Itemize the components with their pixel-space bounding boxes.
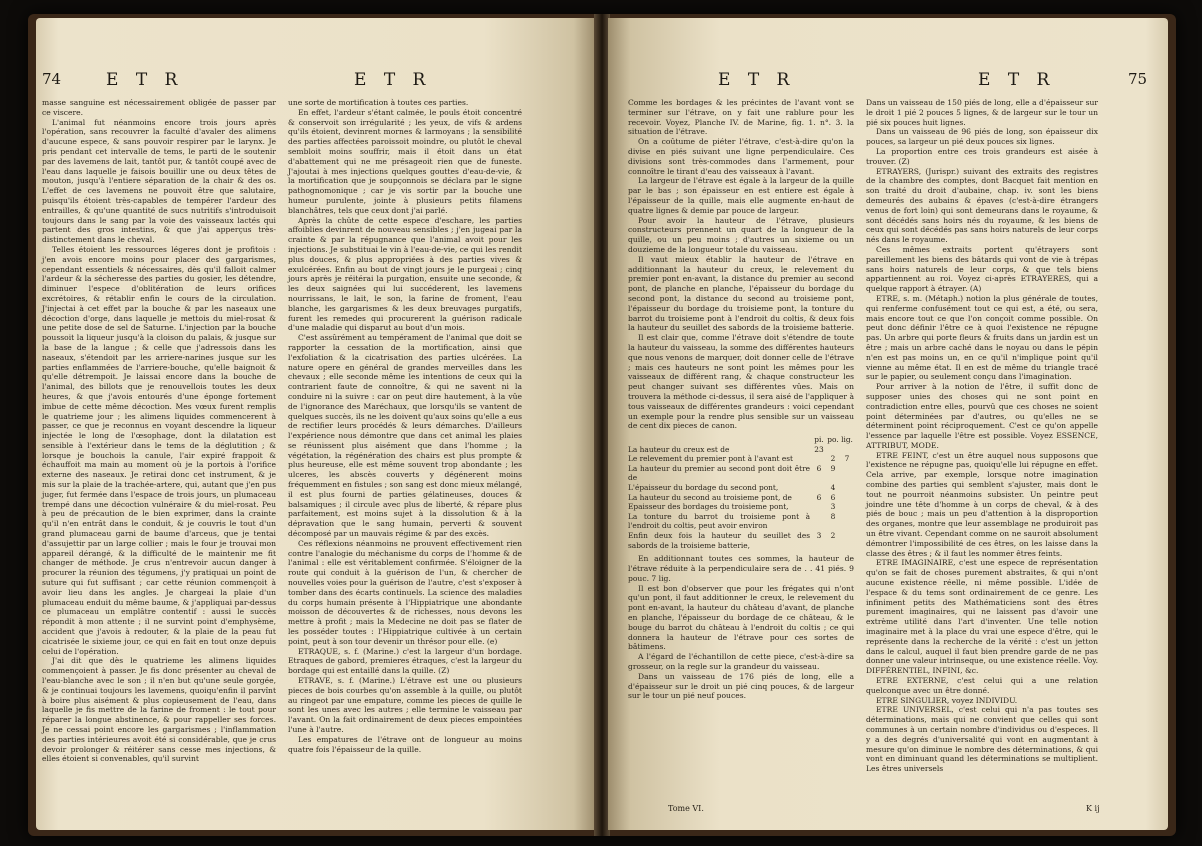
table-cell xyxy=(840,445,854,455)
entry-etre-imaginaire: ETRE IMAGINAIRE, c'est une espece de représentation qu'on se fait de choses purement abstraites, & qui n'ont aucune existence réelle, ni même possible. L'idée de l'espace & du tems sont ordinairement de ce genre. Les infiniment petits des Mathématiciens sont des êtres purement imaginaires, qui ne laissent pas d'avoir une extrème utilité dans l'art d'inventer. Une telle notion imaginaire met à la place du vrai une espece d'être, qui le représente dans la recherche de la vérité : c'est un jetton dans le calcul, auquel il faut bien prendre garde de ne pas donner une valeur intrinseque, ou une existence réelle. Voy. DIFFÉRENTIEL, INFINI, &c. xyxy=(866,558,1098,676)
paragraph: Ces mêmes extraits portent qu'étrayers sont pareillement les biens des bâtards qui vont de vie à trépas sans hoirs naturels de leur corps, & que tels biens appartiennent au roi. Voyez ci-après ETRAYERES, qui a quelque rapport à étrayer. (A) xyxy=(866,244,1098,294)
table-cell: 7 xyxy=(844,454,850,464)
left-column-2 xyxy=(288,98,522,754)
table-cell: La hauteur du premier au second pont doit être de xyxy=(628,463,810,483)
running-head: E T R xyxy=(978,70,1056,90)
table-cell: La hauteur du second au troisieme pont, de xyxy=(628,492,792,502)
paragraph: Dans un vaisseau de 96 piés de long, son épaisseur dix pouces, sa largeur un pié deux pouces six lignes. xyxy=(866,127,1098,147)
table-row xyxy=(628,502,854,512)
table-header-row xyxy=(628,435,854,445)
table-cell: 6 xyxy=(816,463,822,473)
paragraph: Les empatures de l'étrave ont de longueur au moins quatre fois l'épaisseur de la quille. xyxy=(288,734,522,754)
paragraph: Telles étoient les ressources légeres dont je profitois : j'en avois encore moins pour placer des gargarismes, cependant essentiels & nécessaires, dès qu'il falloit calmer l'ardeur & la sécheresse des parties du gosier, les détendre, diminuer l'espece d'oblitération de leurs orifices excrétoires, & rétablir enfin le cours de la circulation. J'injectai à cet effet par la bouche & par les naseaux une décoction d'orge, dans laquelle je mettois du miel-rosat & une petite dose de sel de Saturne. L'injection par la bouche poussoit la liqueur jusqu'à la cloison du palais, & jusque sur la base de la langue ; & celle que j'adressois dans les naseaux, s'étendoit par les arriere-narines jusque sur les parties enflammées de l'arriere-bouche, qu'elle baignoit & qu'elle détrempoit. Je laissai encore dans la bouche de l'animal, des billots que je renouvellois toutes les deux heures, & que j'avois entourés d'une éponge fortement imbue de cette même décoction. Mes vœux furent remplis le quatrieme jour ; les alimens liquides commencerent à passer, ce que je reconnus en voyant descendre la liqueur injectée le long de l'œsophage, dont la dilatation est sensible à l'extérieur dans le tems de la déglutition ; & lorsque je bouchois la canule, l'air expiré frappoit & échauffoit ma main au moment où je la portois à l'orifice externe des naseaux. Je retirai donc cet instrument, & je mis sur la plaie de la trachée-artere, qui, autant que j'en pus juger, fut fermée dans l'espace de trois jours, un plumaceau trempé dans une décoction vulnéraire & du miel-rosat. Peu à peu de précaution de le bien exprimer, dans la crainte qu'il n'en entrât dans le conduit, & je couvris le tout d'un grand plumaceau garni de baume d'arceus, que je tentai d'assujettir par un large collier ; mais le four je trouvai mon appareil dérangé, & la difficulté de le maintenir me fit changer de méthode. Je crus n'entrevoir aucun danger à procurer la réunion des tégumens, j'y pratiquai un point de suture qui fut suffisant ; car cette réunion commençoit à avoir lieu dans les angles. Je chargeai la plaie d'un plumaceau enduit du même baume, & j'appliquai par-dessus ce plumaceau un emplâtre contentif : aussi le succès répondit à mon attente ; il ne survint point d'emphysème, accident que j'avois à redouter, & la plaie de la peau fut cicatrisée le sixieme jour, ce qui en fait en tout onze depuis celui de l'opération. xyxy=(42,244,276,656)
table-row xyxy=(628,464,854,483)
table-cell xyxy=(812,483,826,493)
table-row xyxy=(628,512,854,531)
paragraph: Il est bon d'observer que pour les frégates qui n'ont qu'un pont, il faut additionner le creux, le relevement du pont en-avant, la hauteur du château d'avant, de planche en planche, l'épaisseur du bordage de ce château, & le bouge du barrot du château à l'endroit du coltis ; ce qui donnera la hauteur de l'étrave pour ces sortes de bâtimens. xyxy=(628,583,854,652)
measurement-table xyxy=(628,435,854,550)
table-cell: L'épaisseur du bordage du second pont, xyxy=(628,483,779,493)
paragraph: Comme les bordages & les précintes de l'avant vont se terminer sur l'étrave, on y fait une rablure pour les recevoir. Voyez, Planche IV. de Marine, fig. 1. n°. 3. la situation de l'étrave. xyxy=(628,98,854,137)
table-cell: 2 xyxy=(830,531,836,541)
table-cell xyxy=(628,435,812,445)
entry-etre: ETRE, s. m. (Métaph.) notion la plus générale de toutes, qui renferme confusément tout ce qui est, a été, ou sera, mais encore tout ce que l'on conçoit comme possible. On peut donc définir l'être ce à quoi l'existence ne répugne pas. Un arbre qui porte fleurs & fruits dans un jardin est un être ; mais un arbre caché dans le noyau ou dans le pépin n'en est pas moins un, en ce qu'il n'implique point qu'il vienne au même état. Il en est de même du triangle tracé sur le papier, ou seulement conçu dans l'imagination. xyxy=(866,293,1098,382)
paragraph: Ces réflexions néanmoins ne prouvent effectivement rien contre l'analogie du méchanisme du corps de l'homme & de l'animal : elle est véritablement confirmée. S'éloigner de la route qui conduit à la guérison de l'un, & chercher de nouvelles voies pour la guérison de l'autre, c'est s'exposer à tomber dans des écarts continuels. La science des maladies du corps humain présente à l'Hippiatrique une abondante moisson de découvertes & de richesses, nous devons les mettre à profit ; mais la Medecine ne doit pas se flater de les posséder toutes : l'Hippiatrique cultivée à un certain point, peut à son tour devenir un thrésor pour elle. (e) xyxy=(288,538,522,646)
page-number: 74 xyxy=(42,70,62,88)
right-column-1 xyxy=(628,98,854,701)
table-cell xyxy=(812,454,826,464)
gathering-signature: K ij xyxy=(1086,804,1100,813)
volume-signature: Tome VI. xyxy=(668,804,704,813)
entry-etre-feint: ETRE FEINT, c'est un être auquel nous supposons que l'existence ne répugne pas, quoiqu'elle lui répugne en effet. Cela arrive, par exemple, lorsque notre imagination combine des parties qui semblent s'ajuster, mais dont le tout ne pourroit néanmoins subsister. Un peintre peut joindre une tête d'homme à un corps de cheval, & à des piés de bouc ; mais un peu d'attention à la disproportion des organes, montre que leur assemblage ne produiroit pas un être vivant. Cependant comme on ne sauroit absolument démontrer l'impossibilité de ces êtres, on les laisse dans la classe des êtres ; & il faut les nommer êtres feints. xyxy=(866,450,1098,558)
table-cell: 8 xyxy=(830,511,836,521)
measure-total: En additionnant toutes ces sommes, la hauteur de l'étrave réduite à la perpendiculaire sera de . . 41 piés. 9 pouc. 7 lig. xyxy=(628,554,854,583)
table-row xyxy=(628,493,854,503)
right-column-2 xyxy=(866,98,1098,774)
table-cell: lig. xyxy=(841,435,853,445)
paragraph: Pour avoir la hauteur de l'étrave, plusieurs constructeurs prennent un quart de la longueur de la quille, ou un peu moins ; d'autres un sixieme ou un douzieme de la longueur totale du vaisseau. xyxy=(628,215,854,254)
running-head: E T R xyxy=(718,70,796,90)
table-cell: 2 xyxy=(830,454,836,464)
entry-etrayers: ETRAYERS, (Jurispr.) suivant des extraits des registres de la chambre des comptes, dont Bacquet fait mention en son traité du droit d'aubaine, chap. iv. sont les biens demeurés des aubains & épaves (c'est-à-dire étrangers venus de fort loin) qui sont demeurans dans le royaume, & sont décédés sans hoirs nés du royaume, & les biens de ceux qui sont décédés pas sans hoirs naturels de leur corps nés dans le royaume. xyxy=(866,166,1098,245)
table-cell xyxy=(812,502,826,512)
paragraph: Dans un vaisseau de 150 piés de long, elle a d'épaisseur sur le droit 1 pié 2 pouces 5 lignes, & de largeur sur le tour un pié six pouces huit lignes. xyxy=(866,98,1098,127)
page-number: 75 xyxy=(1128,70,1148,88)
table-cell xyxy=(812,512,826,531)
table-row xyxy=(628,454,854,464)
paragraph: masse sanguine est nécessairement obligée de passer par ce viscere. xyxy=(42,98,276,117)
table-cell: 3 xyxy=(816,531,822,541)
paragraph: Il vaut mieux établir la hauteur de l'étrave en additionnant la hauteur du creux, le relevement du premier pont en-avant, la distance du premier au second pont, de planche en planche, l'épaisseur du bordage du second pont, la distance du second au troisieme pont, l'épaisseur du bordage du troisieme pont, la tonture du barrot du troisieme pont à l'endroit du coltis, & deux fois la hauteur du seuillet des sabords de la troisieme batterie. xyxy=(628,254,854,333)
paragraph: On a coûtume de piéter l'étrave, c'est-à-dire qu'on la divise en piés suivant une ligne perpendiculaire. Ces divisions sont très-commodes dans l'armement, pour connoître le tirant d'eau des vaisseaux à l'avant. xyxy=(628,137,854,176)
paragraph: La proportion entre ces trois grandeurs est aisée à trouver. (Z) xyxy=(866,146,1098,166)
table-cell: po. xyxy=(827,435,839,445)
paragraph: Pour arriver à la notion de l'être, il suffit donc de supposer unies des choses qui ne sont point en contradiction entre elles, pourvû que ces choses ne soient point déterminées par d'autres, ou qu'elles ne se déterminent point réciproquement. C'est ce qu'on appelle l'essence par laquelle l'être est possible. Voyez ESSENCE, ATTRIBUT, MODE. xyxy=(866,382,1098,450)
entry-etre-universel: ETRE UNIVERSEL, c'est celui qui n'a pas toutes ses déterminations, mais qui ne convient que celles qui sont communes à un certain nombre d'individus ou d'especes. Il y a des degrés d'universalité qui vont en augmentant à mesure qu'on diminue le nombre des déterminations, & qui vont en diminuant quand les déterminations se multiplient. Les êtres universels xyxy=(866,705,1098,774)
paragraph: une sorte de mortification à toutes ces parties. xyxy=(288,98,469,107)
paragraph: La largeur de l'étrave est égale à la largeur de la quille par le bas ; son épaisseur en est entiere est égale à l'épaisseur de la quille, mais elle augmente en-haut de quatre lignes & demie par pouce de largeur. xyxy=(628,176,854,215)
running-head: E T R xyxy=(106,70,184,90)
table-row xyxy=(628,483,854,493)
running-head: E T R xyxy=(354,70,432,90)
table-cell xyxy=(840,493,854,503)
table-cell: 4 xyxy=(830,483,836,493)
left-column-1 xyxy=(42,98,276,764)
table-cell xyxy=(826,445,840,455)
paragraph: En effet, l'ardeur s'étant calmée, le pouls étoit concentré & conservoit son irrégularité ; les yeux, de vifs & ardens qu'ils étoient, devinrent mornes & larmoyans ; la sensibilité des parties affectées paroissoit moindre, ou plutôt le cheval sembloit moins souffrir, mais il étoit dans un état d'abattement qui ne me présageoit rien que de funeste. J'ajoutai à mes injections quelques gouttes d'eau-de-vie, & la mortification que je soupçonnois se déclara par le signe pathognomonique ; car je vis sortir par la bouche une humeur purulente, jointe à plusieurs petits filamens blanchâtres, tels que ceux dont j'ai parlé. xyxy=(288,107,522,215)
table-cell: 3 xyxy=(830,502,836,512)
table-cell: 9 xyxy=(830,463,836,473)
table-cell xyxy=(840,512,854,531)
open-book xyxy=(28,14,1176,836)
table-cell: Epaisseur des bordages du troisieme pont, xyxy=(628,502,789,512)
table-cell: pi. xyxy=(814,435,824,445)
table-cell xyxy=(840,531,854,550)
left-page xyxy=(36,18,596,830)
table-cell: La hauteur du creux est de xyxy=(628,444,730,454)
left-page-header xyxy=(42,70,582,90)
paragraph: Il est clair que, comme l'étrave doit s'étendre de toute la hauteur du vaisseau, la somme des différentes hauteurs que nous venons de marquer, doit donner celle de l'étrave ; mais ces hauteurs ne sont point les mêmes pour les vaisseaux de différent rang, & chaque constructeur les peut changer suivant ses différentes vûes. Mais on trouvera la méthode ci-dessus, il sera aisé de l'appliquer à tous vaisseaux de différentes grandeurs : voici cependant un exemple pour la rendre plus sensible sur un vaisseau de cent dix pieces de canon. xyxy=(628,333,854,431)
entry-etraque: ETRAQUE, s. f. (Marine.) c'est la largeur d'un bordage. Etraques de gabord, premieres étraques, c'est la largeur du bordage qui est entaillé dans la quille. (Z) xyxy=(288,646,522,676)
table-cell xyxy=(840,483,854,493)
table-cell: La tonture du barrot du troisieme pont à l'endroit du coltis, peut avoir environ xyxy=(628,511,810,531)
paragraph: J'ai dit que dès le quatrieme les alimens liquides commençoient à passer. Je fis donc présenter au cheval de l'eau-blanche avec le son ; il n'en but qu'une seule gorgée, & je continuai toujours les lavemens, quoiqu'enfin il parvînt à boire plus aisément & plus copieusement de l'eau, dans laquelle je fis mettre de la farine de froment : le tout pour réparer la longue abstinence, & pour rappeller ses forces. Je ne cessai point encore les gargarismes ; l'inflammation des parties intérieures avoit été si considérable, que je crus devoir prolonger & réitérer sans cesse mes injections, & elles étoient si convenables, qu'il survint xyxy=(42,656,276,764)
paragraph: Dans un vaisseau de 176 piés de long, elle a d'épaisseur sur le droit un pié cinq pouces, & de largeur sur le tour un pié neuf pouces. xyxy=(628,671,854,701)
table-cell xyxy=(840,502,854,512)
table-cell: 6 xyxy=(830,492,836,502)
entry-etre-singulier: ETRE SINGULIER, voyez INDIVIDU. xyxy=(876,695,1018,705)
table-cell: 23 xyxy=(814,444,824,454)
table-row xyxy=(628,531,854,550)
table-cell: 6 xyxy=(816,492,822,502)
right-page xyxy=(608,18,1168,830)
table-row xyxy=(628,445,854,455)
paragraph: A l'égard de l'échantillon de cette piece, c'est-à-dire sa grosseur, on la regle sur la grandeur du vaisseau. xyxy=(628,652,854,671)
paragraph: C'est assûrément au tempérament de l'animal que doit se rapporter la cessation de la mortification, ainsi que l'exfoliation & la cicatrisation des parties ulcérées. La nature opere en général de grandes merveilles dans les chevaux ; elle seconde même les intentions de ceux qui la contrarient faute de connoître, & qui ne savent ni la conduire ni la suivre : car on peut dire hautement, à la vûe de l'ignorance des Maréchaux, que lorsqu'ils se vantent de quelques succès, ils ne les doivent qu'aux soins qu'elle a eus de rectifier leurs procédés & leurs démarches. D'ailleurs l'expérience nous démontre que dans cet animal les plaies se réunissent plus aisément que dans l'homme ; la végétation, la régénération des chairs est plus prompte & plus heureuse, elle est même souvent trop abondante ; les ulceres, les abscès couverts y dégénerent moins fréquemment en fistules ; son sang est donc mieux mélangé, il est plus fourni de parties gélatineuses, douces & balsamiques ; il circule avec plus de liberté, & répare plus parfaitement, est moins sujet à la dissolution & à la dépravation que le sang humain, perverti & souvent décomposé par un mauvais régime & par des excès. xyxy=(288,333,522,539)
table-cell: Enfin deux fois la hauteur du seuillet des sabords de la troisieme batterie, xyxy=(628,531,810,550)
table-cell xyxy=(840,464,854,483)
entry-etrave: ETRAVE, s. f. (Marine.) L'étrave est une ou plusieurs pieces de bois courbes qu'on assemble à la quille, ou plutôt au ringeot par une empature, comme les pieces de quille le sont les unes avec les autres ; elle termine le vaisseau par l'avant. On la fait ordinairement de deux pieces empointées l'une à l'autre. xyxy=(288,676,522,734)
paragraph: Après la chûte de cette espece d'eschare, les parties affoiblies devinrent de nouveau sensibles ; j'en jugeai par la crainte & par la répugnance que l'animal avoit pour les injections. Je substituai le vin à l'eau-de-vie, ce qui les rendit plus douces, & plus appropriées à des parties vives & exulcérées. Enfin au bout de vingt jours je le purgeai ; cinq jours après je réitérai la purgation, ensuite une seconde, & les deux saignées qui lui succéderent, les lavemens nourrissans, le lait, le son, la farine de froment, l'eau blanche, les gargarismes & les deux breuvages purgatifs, furent les remedes qui procurerent la guérison radicale d'une maladie qui disparut au bout d'un mois. xyxy=(288,215,522,333)
right-page-header xyxy=(628,70,1158,90)
paragraph: L'animal fut néanmoins encore trois jours après l'opération, sans recouvrer la faculté d'avaler des alimens d'aucune espece, & sans pouvoir respirer par le larynx. Je pris pendant cet intervalle de tems, le parti de le soutenir par des lavemens de lait, tantôt pur, & tantôt coupé avec de l'eau dans laquelle je faisois bouillir une ou deux têtes de mouton, jusqu'à l'entiere séparation de la chair & des os. L'effet de ces lavemens ne pouvoit être que salutaire, puisqu'ils étoient très-capables de tempérer l'ardeur des entrailles, & qu'une quantité de sucs nutritifs s'introduisoit toujours dans le sang par la voie des vaisseaux lactés qui partent des gros intestins, & que j'ai apperçus très-distinctement dans le cheval. xyxy=(42,117,276,245)
entry-etre-externe: ETRE EXTERNE, c'est celui qui a une relation quelconque avec un être donné. xyxy=(866,676,1098,695)
table-cell: Le relevement du premier pont à l'avant est xyxy=(628,454,794,464)
